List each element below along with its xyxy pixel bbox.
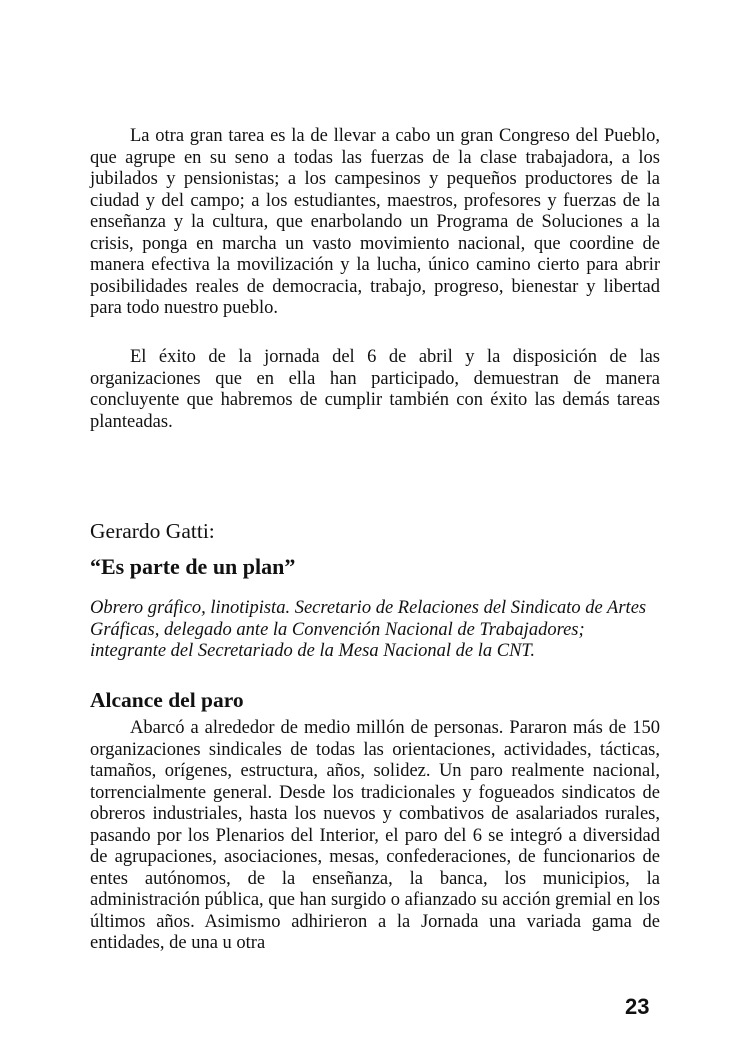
page-number: 23 [625, 994, 650, 1019]
paragraph-alcance-del-paro: Abarcó a alrededor de medio millón de personas. Pararon más de 150 organizaciones sindicales de todas las orientaciones, actividades, tácticas, tamaños, orígenes, estructura, años, solidez. Un paro realmente nacional, torrencialmente general. Desde los tradicionales y fogueados sindicatos de obreros industriales, hasta los nuevos y combativos de asalariados rurales, pasando por los Plenarios del Interior, el paro del 6 se integró a diversidad de agrupaciones, asociaciones, mesas, confederaciones, de funcionarios de entes autónomos, de la enseñanza, la banca, los municipios, la administración pública, que han surgido o afianzado su acción gremial en los últimos años. Asimismo adhirieron a la Jornada una variada gama de entidades, de una u otra [90, 718, 660, 953]
speaker-bio: Obrero gráfico, linotipista. Secretario de Relaciones del Sindicato de Artes Gráficas, delegado ante la Convención Nacional de Trabajadores; integrante del Secretariado de la Mesa Nacional de la CNT. [90, 598, 647, 661]
speaker-quote-title: “Es parte de un plan” [90, 554, 296, 579]
paragraph-congreso-del-pueblo: La otra gran tarea es la de llevar a cabo un gran Congreso del Pueblo, que agrupe en su seno a todas las fuerzas de la clase trabajadora, a los jubilados y pensionistas; a los campesinos y pequeños productores de la ciudad y del campo; a los estudiantes, maestros, profesores y fuerzas de la enseñanza y la cultura, que enarbolando un Programa de Soluciones a la crisis, ponga en marcha un vasto movimiento nacional, que coordine de manera efectiva la movilización y la lucha, único camino cierto para abrir posibilidades reales de democracia, trabajo, progreso, bienestar y libertad para todo nuestro pueblo. [90, 126, 660, 318]
speaker-name: Gerardo Gatti: [90, 519, 215, 543]
paragraph-exito-jornada: El éxito de la jornada del 6 de abril y la disposición de las organizaciones que en ella han participado, demuestran de manera concluyente que habremos de cumplir también con éxito las demás tareas planteadas. [90, 347, 660, 432]
section-title: Alcance del paro [90, 688, 244, 712]
